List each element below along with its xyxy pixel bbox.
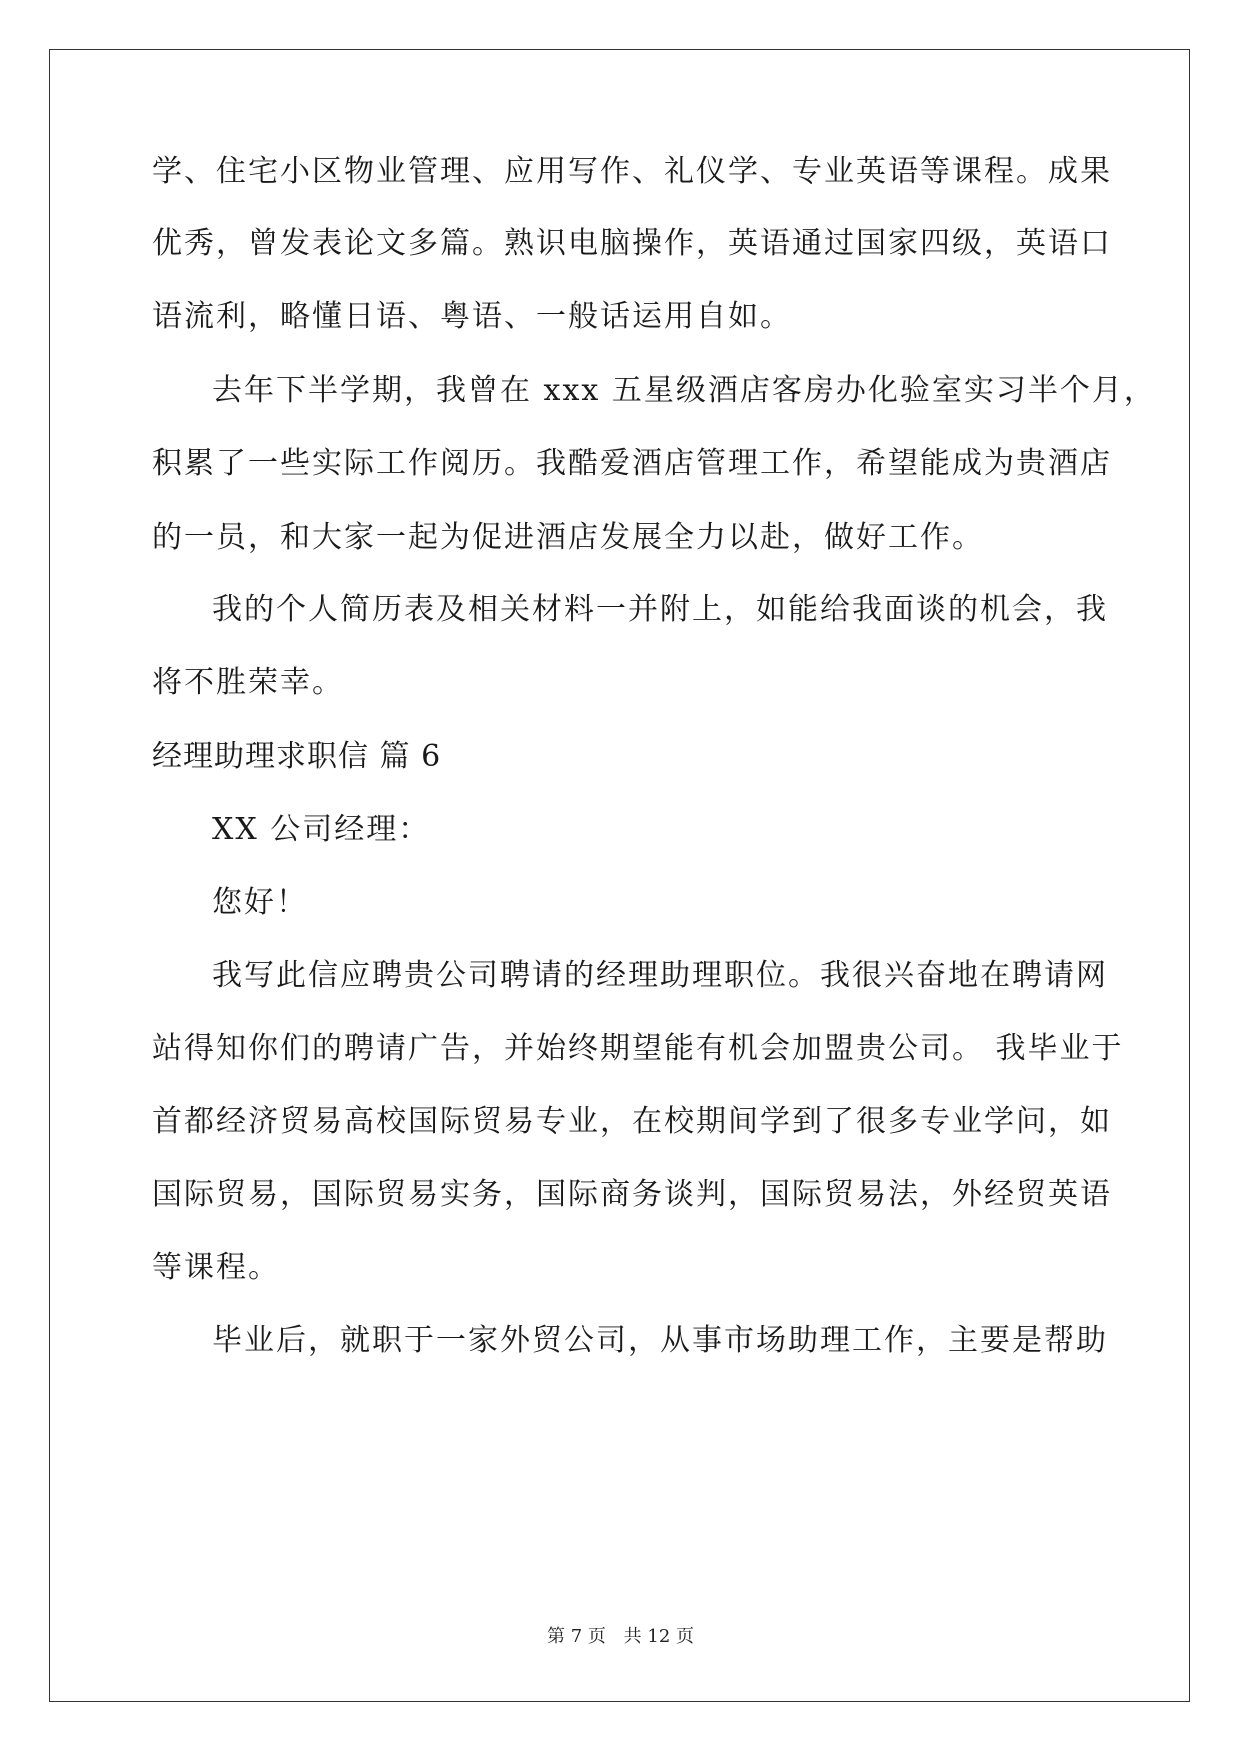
text-line: 毕业后，就职于一家外贸公司，从事市场助理工作，主要是帮助 — [212, 1323, 1108, 1358]
text-line: 我的个人简历表及相关材料一并附上，如能给我面谈的机会，我 — [212, 592, 1108, 627]
text-line: 站得知你们的聘请广告，并始终期望能有机会加盟贵公司。 我毕业于 — [152, 1031, 1124, 1066]
text-line: 积累了一些实际工作阅历。我酷爱酒店管理工作，希望能成为贵酒店 — [152, 446, 1112, 481]
greeting: 您好！ — [212, 885, 308, 920]
text-line: 国际贸易，国际贸易实务，国际商务谈判，国际贸易法，外经贸英语 — [152, 1177, 1112, 1212]
page-number: 第 7 页 — [547, 1626, 606, 1647]
text-line: 将不胜荣幸。 — [152, 665, 344, 700]
text-line: 首都经济贸易高校国际贸易专业，在校期间学到了很多专业学问，如 — [152, 1104, 1112, 1139]
text-line: 去年下半学期，我曾在 xxx 五星级酒店客房办化验室实习半个月， — [212, 373, 1156, 408]
page-footer — [0, 1625, 1241, 1649]
text-line: 优秀，曾发表论文多篇。熟识电脑操作，英语通过国家四级，英语口 — [152, 226, 1112, 261]
text-line: 学、住宅小区物业管理、应用写作、礼仪学、专业英语等课程。成果 — [152, 154, 1112, 189]
text-line: 的一员，和大家一起为促进酒店发展全力以赴，做好工作。 — [152, 520, 984, 555]
salutation: XX 公司经理： — [212, 812, 431, 847]
page-total: 共 12 页 — [623, 1626, 694, 1647]
section-heading: 经理助理求职信 篇 6 — [152, 739, 442, 774]
text-line: 语流利，略懂日语、粤语、一般话运用自如。 — [152, 299, 792, 334]
text-line: 我写此信应聘贵公司聘请的经理助理职位。我很兴奋地在聘请网 — [212, 958, 1108, 993]
text-line: 等课程。 — [152, 1250, 280, 1285]
